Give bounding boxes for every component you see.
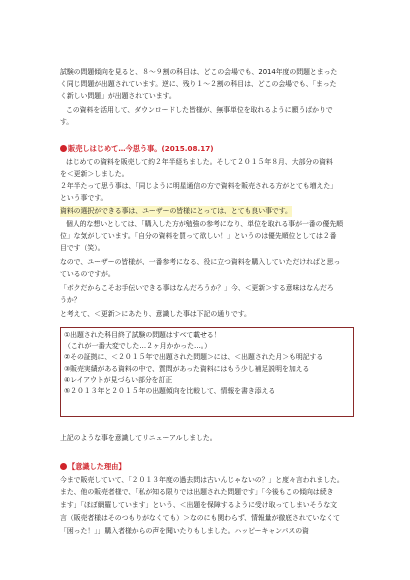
section1-heading [60, 143, 356, 154]
renewal-point: ③販売実績がある資料の中で、質問があった資料にはもう少し補足説明を加える [64, 364, 310, 373]
section1-line: なので、ユーザーの皆様が、一番参考になる、役に立つ資料を購入していただければと思っ [60, 258, 341, 266]
renewal-point-note: （これが一番大変でした…２ヶ月かかった…。） [64, 342, 212, 351]
renewal-point: ④レイアウトが見づらい部分を訂正 [64, 375, 173, 384]
section2-line: 言（販売者様はそのつもりがなくても）＞なのにも関わらず、情報量が徹底されていなくて [60, 514, 340, 522]
section1-line: という事です。 [60, 194, 108, 202]
renewal-points-box [60, 327, 354, 417]
section1-line: 個人的な想いとしては、「購入した方が勉強の参考になり、単位を取れる事が一番の優先順 [66, 220, 344, 228]
renewal-point: ⑤２０１３年と２０１５年の出題傾向を比較して、情報を書き添える [64, 387, 276, 396]
section1-line: 目です（笑）。 [60, 244, 105, 252]
section1-line: ２年半たって思う事は、「同じように明星通信の方で資料を販売される方がとても増えた」 [60, 182, 338, 190]
section2-line: 「困った！」」購入者様からの声を聞いたりもしました。ハッピーキャンパスの資 [60, 527, 309, 535]
intro-line-1: 試験の問題傾向を見ると、８～９割の科目は、どこの会場でも、2014年度の問題とまった [60, 68, 338, 76]
section1-line: うか？ [60, 296, 81, 304]
section2-heading-text: 【意識した理由】 [68, 462, 126, 471]
section2-line: ます」「ほぼ網羅しています」という、＜出題を保障するように受け取ってしまいそうな文 [60, 501, 338, 509]
section1-line: と考えて、＜更新＞にあたり、意識した事は下記の通りです。 [60, 310, 251, 318]
intro-line-2: く同じ問題が出題されています。逆に、残り１～２割の科目は、どこの会場でも、「まった [60, 80, 337, 88]
section1-heading-text: 販売しはじめて…今思う事。(2015.08.17) [68, 144, 214, 153]
section1-line: ているのですが。 [60, 270, 115, 278]
intro-line-4: この資料を活用して、ダウンロードした皆様が、無事単位を取れるように願うばかりで [66, 106, 333, 114]
section2-line: 今まで販売していて、「２０１３年度の過去問は古いんじゃないの？」と度々言われました。 [60, 476, 344, 484]
after-box-text: 上記のような事を意識してリニューアルしました。 [60, 434, 217, 442]
section1-line: はじめての資料を販売して約２年半経ちました。そして２０１５年８月、大部分の資料 [66, 158, 333, 166]
renewal-point: ①出題された科目終了試験の問題はすべて載せる！ [64, 331, 221, 339]
intro-line-5: す。 [60, 118, 74, 126]
section2-line: また、他の販売者様で、「私が知る限りでは出題された問題です」「今後もこの傾向は続き [60, 488, 334, 496]
section1-line: 資料の選択ができる事は、ユーザーの皆様にとっては、とても良い事です。 [60, 207, 292, 215]
red-bullet-icon [60, 463, 67, 470]
intro-line-3: く新しい問題」が出題されています。 [60, 92, 176, 100]
section1-line: 位」な気がしています。「自分の資料を買って欲しい！」というのは優先順位としては２番 [60, 232, 337, 240]
renewal-point: ②その証拠に、＜２０１５年で出題された問題＞には、＜出題された月＞も明記する [64, 353, 324, 362]
section1-line: 「ボクだからこそお手伝いできる事はなんだろうか？」今、＜更新＞する意味はなんだろ [60, 284, 334, 292]
section2-heading [60, 461, 356, 472]
red-bullet-icon [60, 145, 67, 152]
section1-line: を＜更新＞しました。 [60, 170, 129, 178]
